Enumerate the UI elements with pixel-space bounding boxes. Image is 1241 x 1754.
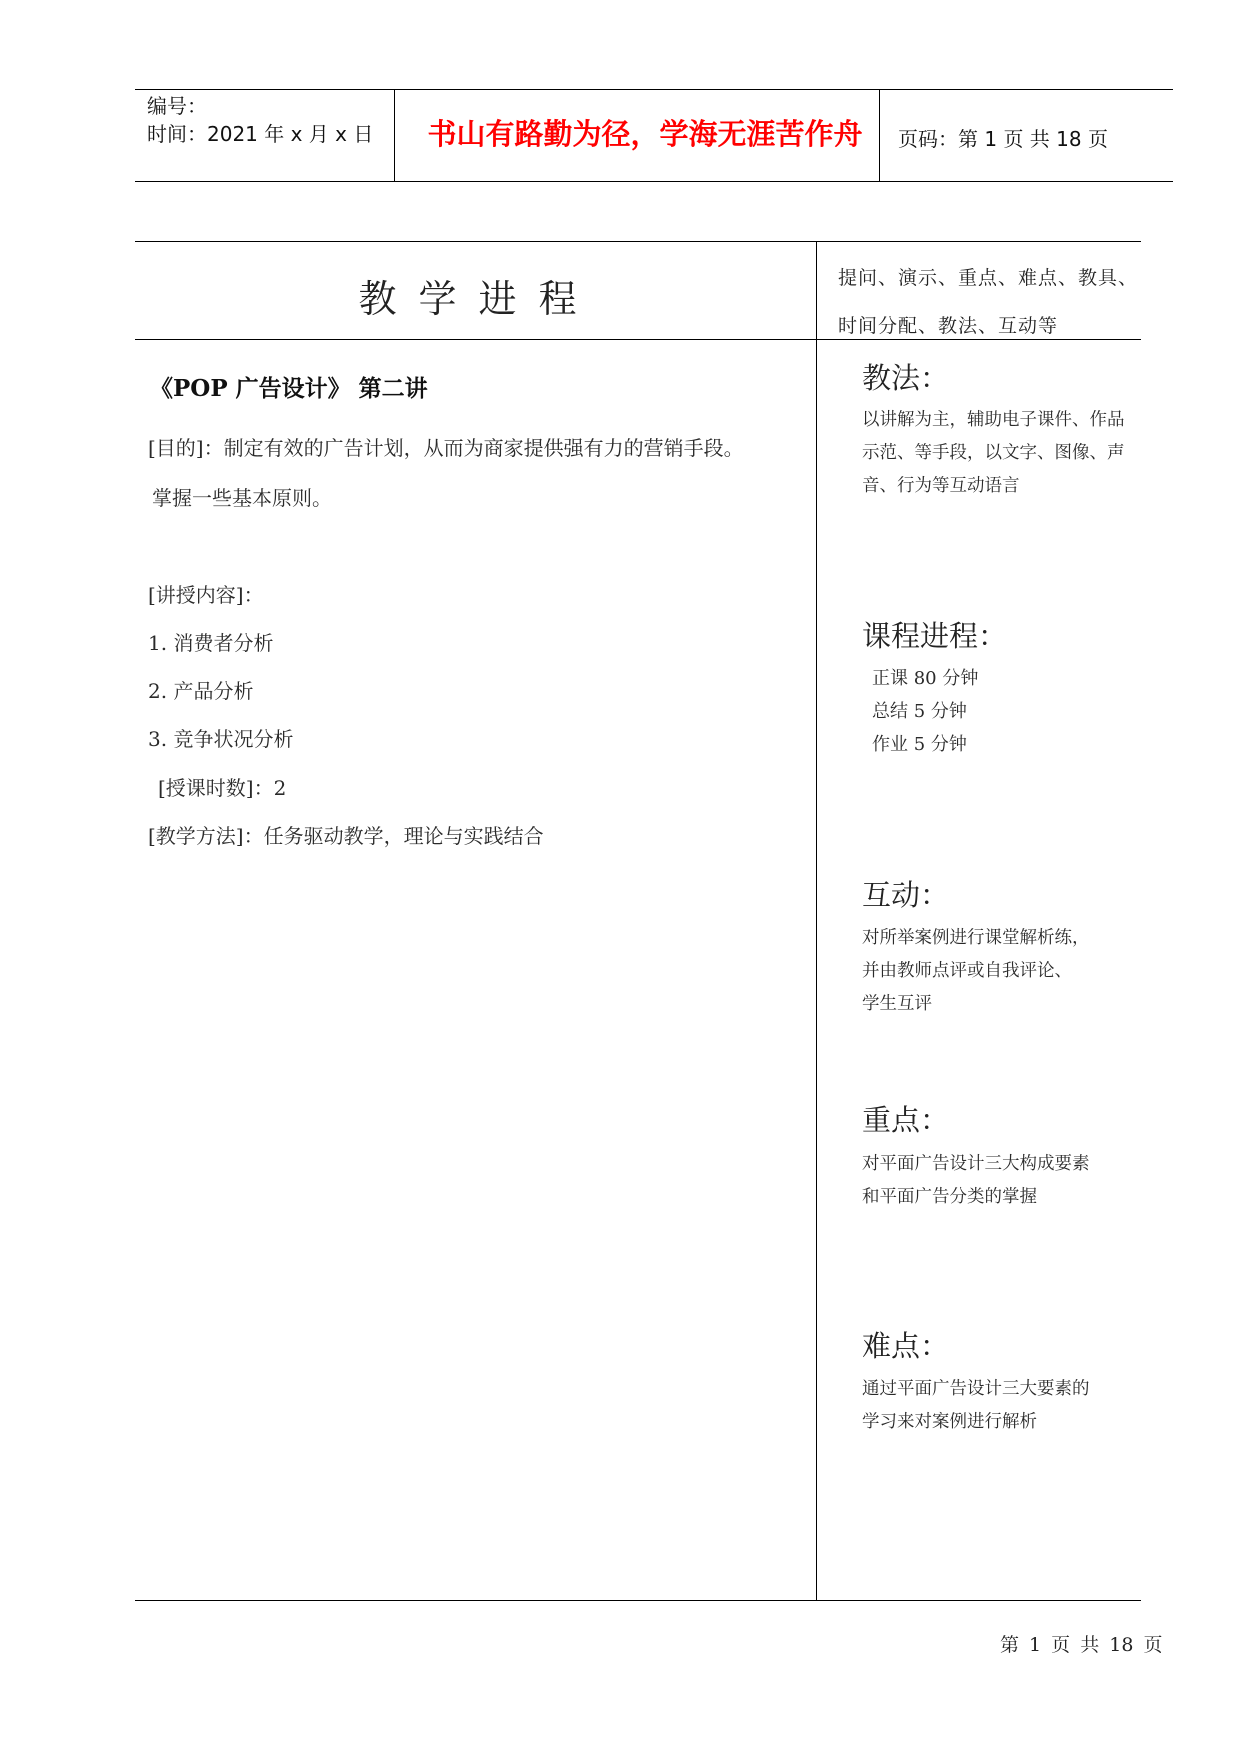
number-label: 编号： [147, 94, 207, 118]
table-column-divider [816, 241, 817, 1600]
page-footer: 第 1 页 共 18 页 [1000, 1634, 1163, 1656]
progress-line-3: 作业 5 分钟 [872, 734, 967, 755]
interact-text [862, 922, 1090, 1021]
teaching-hours: [授课时数]：2 [158, 776, 287, 800]
interact-line-2: 并由教师点评或自我评论、 [862, 961, 1072, 981]
content-item-2: 2. 产品分析 [148, 679, 254, 703]
content-item-3: 3. 竞争状况分析 [148, 727, 294, 751]
content-item-1: 1. 消费者分析 [148, 631, 274, 655]
progress-line-1: 正课 80 分钟 [872, 668, 979, 689]
progress-heading: 课程进程： [862, 619, 1008, 653]
side-header-line-2: 时间分配、教法、互动等 [838, 315, 1059, 337]
header-bottom-rule [135, 181, 1173, 182]
key-heading: 重点： [862, 1103, 950, 1137]
difficult-heading: 难点： [862, 1329, 950, 1363]
method-line-3: 音、行为等互动语言 [862, 476, 1020, 496]
purpose-line-1: [目的]：制定有效的广告计划，从而为商家提供强有力的营销手段。 [148, 436, 744, 460]
method-text [862, 404, 1125, 503]
header-motto: 书山有路勤为径，学海无涯苦作舟 [427, 117, 863, 151]
difficult-text [862, 1373, 1090, 1439]
progress-text [872, 662, 978, 761]
purpose-line-2: 掌握一些基本原则。 [152, 486, 332, 510]
interact-line-3: 学生互评 [862, 994, 932, 1014]
header-top-rule [135, 89, 1173, 90]
interact-heading: 互动： [862, 878, 950, 912]
teaching-method: [教学方法]：任务驱动教学，理论与实践结合 [148, 824, 544, 848]
key-line-1: 对平面广告设计三大构成要素 [862, 1154, 1090, 1174]
table-side-header [838, 254, 1158, 350]
method-line-2: 示范、等手段，以文字、图像、声 [862, 443, 1125, 463]
time-label: 时间：2021 年 x 月 x 日 [147, 122, 374, 146]
header-meta [147, 92, 373, 148]
table-bottom-rule [135, 1600, 1141, 1601]
lesson-title: 《POP 广告设计》 第二讲 [150, 375, 428, 402]
method-line-1: 以讲解为主，辅助电子课件、作品 [862, 410, 1125, 430]
interact-line-1: 对所举案例进行课堂解析练， [862, 928, 1090, 948]
header-divider-left [394, 89, 395, 181]
table-title: 教学进程 [358, 277, 599, 321]
table-top-rule [135, 241, 1141, 242]
difficult-line-2: 学习来对案例进行解析 [862, 1412, 1037, 1432]
side-header-line-1: 提问、演示、重点、难点、教具、 [838, 267, 1139, 289]
difficult-line-1: 通过平面广告设计三大要素的 [862, 1379, 1090, 1399]
progress-line-2: 总结 5 分钟 [872, 701, 967, 722]
key-text [862, 1148, 1090, 1214]
method-heading: 教法： [862, 361, 950, 395]
key-line-2: 和平面广告分类的掌握 [862, 1187, 1037, 1207]
page-indicator: 页码：第 1 页 共 18 页 [898, 127, 1108, 151]
content-label: [讲授内容]： [148, 583, 264, 607]
